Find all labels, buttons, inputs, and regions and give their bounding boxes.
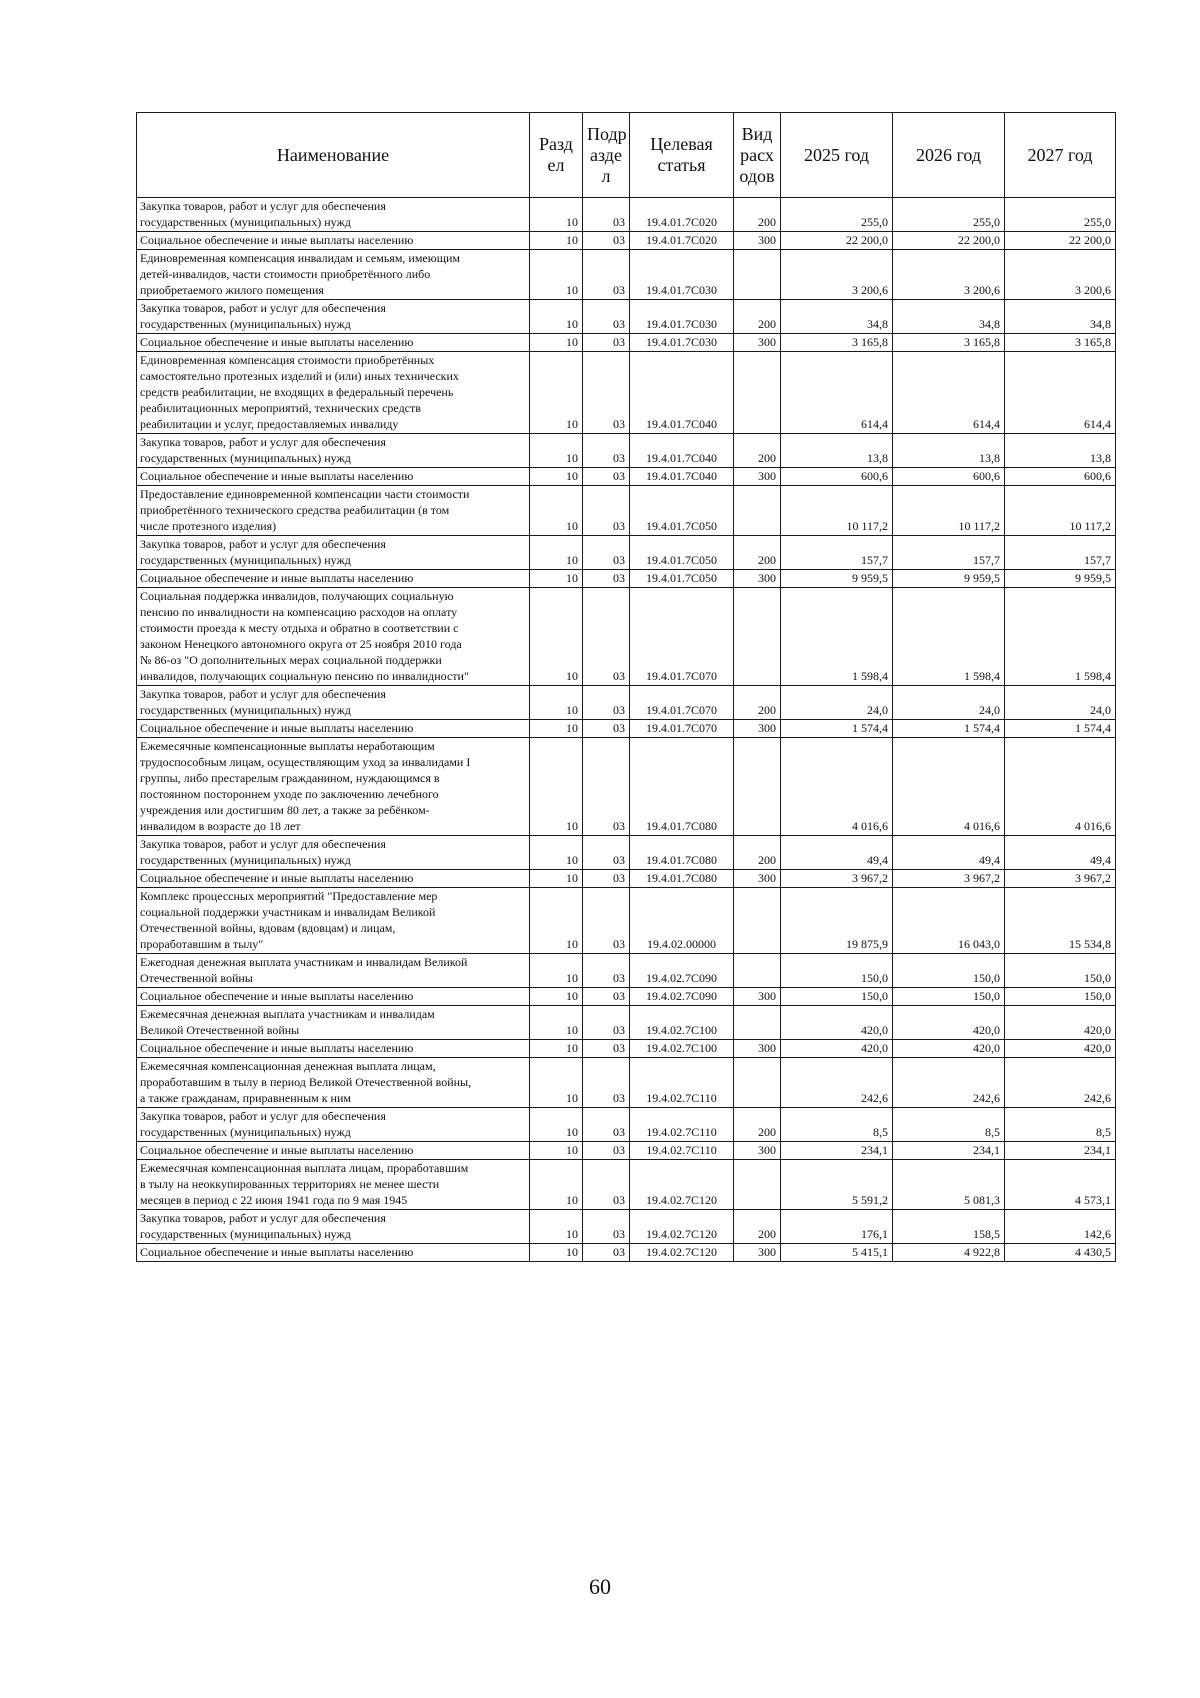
row-value-2026: 255,0 [893,198,1005,232]
row-value-2026: 8,5 [893,1108,1005,1142]
row-razdel: 10 [530,434,583,468]
row-value-2025: 13,8 [781,434,893,468]
row-value-2027: 242,6 [1005,1058,1116,1108]
row-value-2027: 614,4 [1005,352,1116,434]
row-name: Закупка товаров, работ и услуг для обеспечения государственных (муниципальных) нужд [137,536,530,570]
row-razdel: 10 [530,468,583,486]
table-row [137,434,1116,468]
row-value-2027: 234,1 [1005,1142,1116,1160]
row-razdel: 10 [530,334,583,352]
row-vid [734,888,781,954]
table-row [137,836,1116,870]
row-value-2027: 9 959,5 [1005,570,1116,588]
col-header-2027: 2027 год [1005,113,1116,198]
table-header-row [137,113,1116,198]
row-podrazdel: 03 [583,1108,630,1142]
row-value-2025: 3 200,6 [781,250,893,300]
row-article: 19.4.01.7С040 [630,352,734,434]
row-name: Закупка товаров, работ и услуг для обеспечения государственных (муниципальных) нужд [137,836,530,870]
row-name: Социальное обеспечение и иные выплаты населению [137,720,530,738]
row-podrazdel: 03 [583,334,630,352]
row-podrazdel: 03 [583,588,630,686]
row-vid: 300 [734,720,781,738]
row-value-2026: 3 165,8 [893,334,1005,352]
row-name: Единовременная компенсация стоимости приобретённых самостоятельно протезных изделий и (или) иных технических средств реабилитации, не входящих в федеральный перечень реабилитационных мероприятий, технических средств реабилитации и услуг, предоставляемых инвалиду [137,352,530,434]
row-value-2026: 150,0 [893,954,1005,988]
row-podrazdel: 03 [583,198,630,232]
row-value-2026: 3 967,2 [893,870,1005,888]
row-vid [734,250,781,300]
row-article: 19.4.01.7С080 [630,738,734,836]
row-vid: 300 [734,232,781,250]
table-row [137,870,1116,888]
table-row [137,686,1116,720]
row-razdel: 10 [530,870,583,888]
row-podrazdel: 03 [583,870,630,888]
row-podrazdel: 03 [583,1142,630,1160]
row-article: 19.4.02.7С110 [630,1108,734,1142]
row-value-2025: 34,8 [781,300,893,334]
row-article: 19.4.02.00000 [630,888,734,954]
table-row [137,1210,1116,1244]
row-vid [734,486,781,536]
row-vid: 300 [734,570,781,588]
row-value-2027: 4 430,5 [1005,1244,1116,1262]
row-value-2026: 13,8 [893,434,1005,468]
row-podrazdel: 03 [583,1058,630,1108]
table-row [137,300,1116,334]
table-row [137,1142,1116,1160]
row-article: 19.4.01.7С080 [630,836,734,870]
row-value-2026: 420,0 [893,1006,1005,1040]
row-vid: 200 [734,1210,781,1244]
row-razdel: 10 [530,888,583,954]
row-value-2027: 4 573,1 [1005,1160,1116,1210]
row-vid: 200 [734,198,781,232]
row-podrazdel: 03 [583,836,630,870]
row-value-2027: 1 574,4 [1005,720,1116,738]
row-article: 19.4.02.7С100 [630,1040,734,1058]
row-razdel: 10 [530,1108,583,1142]
table-row [137,334,1116,352]
row-value-2026: 158,5 [893,1210,1005,1244]
row-article: 19.4.01.7С050 [630,486,734,536]
row-value-2025: 600,6 [781,468,893,486]
row-value-2027: 600,6 [1005,468,1116,486]
row-value-2026: 22 200,0 [893,232,1005,250]
row-vid: 200 [734,300,781,334]
row-article: 19.4.02.7С120 [630,1160,734,1210]
row-podrazdel: 03 [583,988,630,1006]
row-value-2027: 24,0 [1005,686,1116,720]
row-name: Социальное обеспечение и иные выплаты населению [137,570,530,588]
row-article: 19.4.01.7С020 [630,232,734,250]
row-article: 19.4.01.7С050 [630,536,734,570]
row-name: Социальная поддержка инвалидов, получающих социальную пенсию по инвалидности на компенсацию расходов на оплату стоимости проезда к месту отдыха и обратно в соответствии с законом Ненецкого автономного округа от 25 ноября 2010 года № 86-оз "О дополнительных мерах социальной поддержки инвалидов, получающих социальную пенсию по инвалидности" [137,588,530,686]
table-row [137,1108,1116,1142]
row-value-2027: 15 534,8 [1005,888,1116,954]
row-value-2027: 420,0 [1005,1006,1116,1040]
row-value-2025: 234,1 [781,1142,893,1160]
row-value-2026: 157,7 [893,536,1005,570]
row-podrazdel: 03 [583,570,630,588]
row-name: Социальное обеспечение и иные выплаты населению [137,1142,530,1160]
row-article: 19.4.02.7С090 [630,954,734,988]
col-header-article: Целевая статья [630,113,734,198]
row-razdel: 10 [530,232,583,250]
table-row [137,486,1116,536]
row-podrazdel: 03 [583,1160,630,1210]
row-name: Социальное обеспечение и иные выплаты населению [137,468,530,486]
row-value-2025: 176,1 [781,1210,893,1244]
budget-table [136,112,1116,1262]
row-podrazdel: 03 [583,720,630,738]
row-name: Единовременная компенсация инвалидам и семьям, имеющим детей-инвалидов, части стоимости приобретённого либо приобретаемого жилого помещения [137,250,530,300]
row-article: 19.4.01.7С040 [630,434,734,468]
row-podrazdel: 03 [583,300,630,334]
table-row [137,1058,1116,1108]
row-name: Закупка товаров, работ и услуг для обеспечения государственных (муниципальных) нужд [137,1210,530,1244]
row-value-2026: 5 081,3 [893,1160,1005,1210]
table-row [137,570,1116,588]
row-vid: 200 [734,686,781,720]
row-vid [734,352,781,434]
col-header-razdel: Разд ел [530,113,583,198]
col-header-vid: Вид расх одов [734,113,781,198]
row-value-2025: 255,0 [781,198,893,232]
row-article: 19.4.02.7С110 [630,1142,734,1160]
table-row [137,232,1116,250]
row-article: 19.4.01.7С080 [630,870,734,888]
row-value-2026: 600,6 [893,468,1005,486]
row-razdel: 10 [530,1006,583,1040]
row-article: 19.4.01.7С030 [630,250,734,300]
row-name: Социальное обеспечение и иные выплаты населению [137,334,530,352]
row-article: 19.4.01.7С050 [630,570,734,588]
row-name: Социальное обеспечение и иные выплаты населению [137,1040,530,1058]
row-razdel: 10 [530,300,583,334]
row-value-2025: 1 574,4 [781,720,893,738]
row-article: 19.4.01.7С070 [630,588,734,686]
row-vid [734,1058,781,1108]
row-podrazdel: 03 [583,434,630,468]
row-podrazdel: 03 [583,250,630,300]
page-number: 60 [589,1574,611,1599]
row-value-2025: 4 016,6 [781,738,893,836]
row-razdel: 10 [530,988,583,1006]
row-razdel: 10 [530,570,583,588]
row-value-2025: 5 415,1 [781,1244,893,1262]
row-article: 19.4.02.7С120 [630,1210,734,1244]
row-name: Социальное обеспечение и иные выплаты населению [137,232,530,250]
row-podrazdel: 03 [583,954,630,988]
row-vid [734,954,781,988]
row-razdel: 10 [530,1244,583,1262]
row-razdel: 10 [530,1160,583,1210]
row-value-2026: 614,4 [893,352,1005,434]
table-row [137,1160,1116,1210]
row-article: 19.4.02.7С090 [630,988,734,1006]
row-vid: 300 [734,988,781,1006]
row-value-2025: 150,0 [781,954,893,988]
row-value-2027: 34,8 [1005,300,1116,334]
row-value-2025: 157,7 [781,536,893,570]
row-value-2026: 16 043,0 [893,888,1005,954]
table-row [137,198,1116,232]
row-value-2027: 3 967,2 [1005,870,1116,888]
table-row [137,988,1116,1006]
row-podrazdel: 03 [583,738,630,836]
row-value-2026: 10 117,2 [893,486,1005,536]
table-row [137,1040,1116,1058]
row-value-2025: 420,0 [781,1006,893,1040]
row-vid: 300 [734,1244,781,1262]
col-header-2025: 2025 год [781,113,893,198]
row-vid [734,1006,781,1040]
row-value-2025: 150,0 [781,988,893,1006]
row-podrazdel: 03 [583,536,630,570]
row-article: 19.4.01.7С030 [630,334,734,352]
row-article: 19.4.02.7С100 [630,1006,734,1040]
row-value-2027: 150,0 [1005,954,1116,988]
table-row [137,250,1116,300]
table-body [137,198,1116,1262]
row-value-2027: 255,0 [1005,198,1116,232]
row-value-2025: 1 598,4 [781,588,893,686]
row-razdel: 10 [530,1040,583,1058]
row-name: Социальное обеспечение и иные выплаты населению [137,988,530,1006]
row-value-2025: 5 591,2 [781,1160,893,1210]
row-vid: 300 [734,870,781,888]
row-value-2026: 3 200,6 [893,250,1005,300]
row-name: Предоставление единовременной компенсации части стоимости приобретённого технического средства реабилитации (в том числе протезного изделия) [137,486,530,536]
row-value-2026: 4 922,8 [893,1244,1005,1262]
row-name: Ежемесячная компенсационная денежная выплата лицам, проработавшим в тылу в период Великой Отечественной войны, а также гражданам, приравненным к ним [137,1058,530,1108]
row-podrazdel: 03 [583,1210,630,1244]
row-article: 19.4.01.7С070 [630,720,734,738]
row-value-2027: 157,7 [1005,536,1116,570]
row-value-2027: 10 117,2 [1005,486,1116,536]
row-value-2025: 8,5 [781,1108,893,1142]
row-vid: 300 [734,1040,781,1058]
row-value-2027: 8,5 [1005,1108,1116,1142]
row-podrazdel: 03 [583,686,630,720]
row-name: Закупка товаров, работ и услуг для обеспечения государственных (муниципальных) нужд [137,300,530,334]
row-name: Закупка товаров, работ и услуг для обеспечения государственных (муниципальных) нужд [137,686,530,720]
row-value-2026: 4 016,6 [893,738,1005,836]
row-vid [734,588,781,686]
row-value-2025: 3 967,2 [781,870,893,888]
row-value-2025: 49,4 [781,836,893,870]
row-razdel: 10 [530,198,583,232]
table-row [137,720,1116,738]
row-vid: 200 [734,1108,781,1142]
row-razdel: 10 [530,588,583,686]
row-name: Ежемесячные компенсационные выплаты неработающим трудоспособным лицам, осуществляющим уход за инвалидами I группы, либо престарелым гражданином, нуждающимся в постоянном постороннем уходе по заключению лечебного учреждения или достигшим 80 лет, а также за ребёнком- инвалидом в возрасте до 18 лет [137,738,530,836]
row-value-2026: 9 959,5 [893,570,1005,588]
row-value-2027: 3 165,8 [1005,334,1116,352]
col-header-2026: 2026 год [893,113,1005,198]
row-razdel: 10 [530,1210,583,1244]
row-razdel: 10 [530,486,583,536]
row-razdel: 10 [530,738,583,836]
row-value-2027: 150,0 [1005,988,1116,1006]
table-row [137,954,1116,988]
table-row [137,536,1116,570]
row-value-2026: 242,6 [893,1058,1005,1108]
row-vid: 300 [734,1142,781,1160]
row-value-2025: 3 165,8 [781,334,893,352]
row-razdel: 10 [530,836,583,870]
row-value-2026: 420,0 [893,1040,1005,1058]
row-value-2025: 24,0 [781,686,893,720]
row-podrazdel: 03 [583,1244,630,1262]
row-value-2025: 10 117,2 [781,486,893,536]
row-podrazdel: 03 [583,1040,630,1058]
row-article: 19.4.02.7С120 [630,1244,734,1262]
row-podrazdel: 03 [583,352,630,434]
row-value-2025: 242,6 [781,1058,893,1108]
row-value-2026: 49,4 [893,836,1005,870]
row-value-2026: 24,0 [893,686,1005,720]
row-vid: 200 [734,434,781,468]
row-value-2026: 150,0 [893,988,1005,1006]
row-razdel: 10 [530,1058,583,1108]
row-razdel: 10 [530,250,583,300]
row-razdel: 10 [530,954,583,988]
row-value-2025: 19 875,9 [781,888,893,954]
row-name: Закупка товаров, работ и услуг для обеспечения государственных (муниципальных) нужд [137,434,530,468]
row-value-2025: 614,4 [781,352,893,434]
row-vid [734,1160,781,1210]
row-value-2025: 420,0 [781,1040,893,1058]
row-name: Ежемесячная компенсационная выплата лицам, проработавшим в тылу на неоккупированных территориях не менее шести месяцев в период с 22 июня 1941 года по 9 мая 1945 [137,1160,530,1210]
row-podrazdel: 03 [583,486,630,536]
row-article: 19.4.01.7С030 [630,300,734,334]
row-razdel: 10 [530,352,583,434]
table-row [137,468,1116,486]
col-header-name: Наименование [137,113,530,198]
row-value-2026: 234,1 [893,1142,1005,1160]
row-name: Ежегодная денежная выплата участникам и инвалидам Великой Отечественной войны [137,954,530,988]
row-razdel: 10 [530,686,583,720]
row-article: 19.4.01.7С020 [630,198,734,232]
row-article: 19.4.01.7С070 [630,686,734,720]
row-value-2027: 420,0 [1005,1040,1116,1058]
row-value-2025: 22 200,0 [781,232,893,250]
table-row [137,888,1116,954]
table-row [137,738,1116,836]
row-vid: 300 [734,468,781,486]
col-header-podrazdel: Подр азде л [583,113,630,198]
row-value-2027: 22 200,0 [1005,232,1116,250]
row-vid [734,738,781,836]
row-razdel: 10 [530,1142,583,1160]
row-value-2025: 9 959,5 [781,570,893,588]
row-razdel: 10 [530,720,583,738]
row-name: Комплекс процессных мероприятий "Предоставление мер социальной поддержки участникам и инвалидам Великой Отечественной войны, вдовам (вдовцам) и лицам, проработавшим в тылу" [137,888,530,954]
row-name: Социальное обеспечение и иные выплаты населению [137,1244,530,1262]
row-podrazdel: 03 [583,888,630,954]
row-vid: 200 [734,536,781,570]
row-value-2027: 1 598,4 [1005,588,1116,686]
row-name: Ежемесячная денежная выплата участникам и инвалидам Великой Отечественной войны [137,1006,530,1040]
row-razdel: 10 [530,536,583,570]
table-row [137,1244,1116,1262]
row-value-2026: 1 574,4 [893,720,1005,738]
row-value-2026: 1 598,4 [893,588,1005,686]
row-value-2027: 3 200,6 [1005,250,1116,300]
row-podrazdel: 03 [583,1006,630,1040]
table-row [137,1006,1116,1040]
row-article: 19.4.02.7С110 [630,1058,734,1108]
row-value-2027: 4 016,6 [1005,738,1116,836]
row-podrazdel: 03 [583,232,630,250]
row-article: 19.4.01.7С040 [630,468,734,486]
row-value-2027: 142,6 [1005,1210,1116,1244]
row-name: Социальное обеспечение и иные выплаты населению [137,870,530,888]
row-value-2027: 49,4 [1005,836,1116,870]
row-name: Закупка товаров, работ и услуг для обеспечения государственных (муниципальных) нужд [137,1108,530,1142]
row-podrazdel: 03 [583,468,630,486]
table-row [137,352,1116,434]
row-value-2027: 13,8 [1005,434,1116,468]
row-vid: 200 [734,836,781,870]
row-vid: 300 [734,334,781,352]
row-name: Закупка товаров, работ и услуг для обеспечения государственных (муниципальных) нужд [137,198,530,232]
table-row [137,588,1116,686]
row-value-2026: 34,8 [893,300,1005,334]
